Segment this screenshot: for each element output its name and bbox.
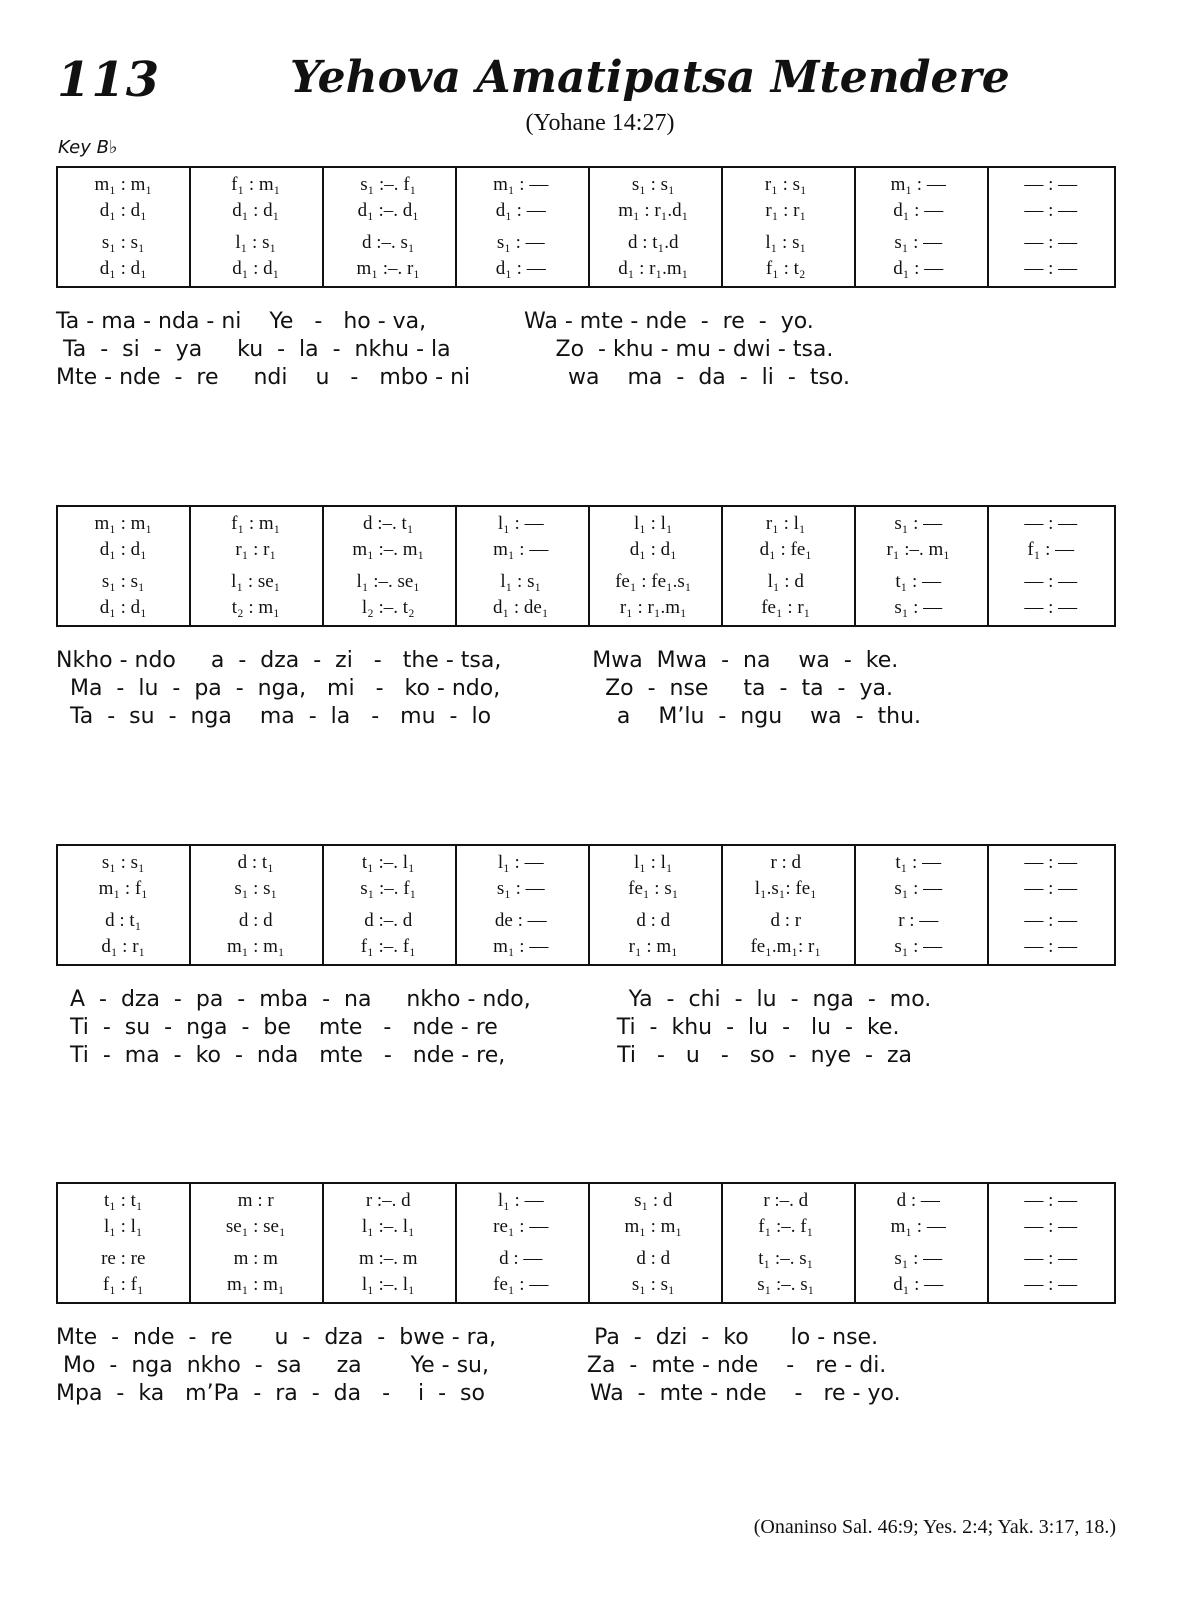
note-cell: s₁ :–. f₁	[360, 878, 417, 899]
bar-line	[186, 507, 194, 625]
music-staff	[56, 505, 1116, 627]
note-cell: — : —	[1024, 200, 1078, 221]
note-cell: s₁ : s₁	[101, 232, 145, 253]
note-cell: t₁ :–. s₁	[758, 1248, 814, 1269]
hymn-number: 113	[57, 52, 161, 108]
lyrics-block	[56, 308, 936, 392]
note-cell: r₁ : r₁	[765, 200, 807, 221]
note-cell: d₁ : d₁	[232, 200, 280, 221]
note-cell: d :–. t₁	[363, 513, 414, 534]
note-cell: f₁ : t₂	[765, 258, 806, 279]
note-cell: s₁ : —	[894, 513, 943, 534]
note-cell: s₁ : —	[894, 232, 943, 253]
note-cell: l₁ : s₁	[500, 571, 542, 592]
note-cell: r :–. d	[365, 1190, 411, 1211]
note-cell: d₁ : —	[893, 258, 944, 279]
bar-line	[585, 1184, 593, 1302]
note-cell: l₁ : se₁	[231, 571, 281, 592]
note-cell: s₁ : s₁	[631, 174, 675, 195]
note-cell: m :–. m	[358, 1248, 418, 1269]
note-cell: d₁ : d₁	[232, 258, 280, 279]
note-cell: d₁ : d₁	[99, 597, 147, 618]
note-cell: d₁ : —	[893, 200, 944, 221]
note-cell: — : —	[1024, 852, 1078, 873]
note-cell: s₁ : s₁	[234, 878, 278, 899]
note-cell: l₁ : —	[497, 513, 544, 534]
note-cell: m₁ : —	[890, 174, 946, 195]
note-cell: d :–. d	[364, 910, 413, 931]
note-cell: re₁ : —	[493, 1216, 549, 1237]
note-cell: d₁ : r₁.m₁	[618, 258, 689, 279]
lyric-line: Mte - nde - re ndi u - mbo - ni wa ma - da - li - tso.	[56, 365, 850, 390]
bar-line	[319, 507, 327, 625]
note-cell: l₂ :–. t₂	[361, 597, 415, 618]
note-cell: fe₁ : —	[493, 1274, 549, 1295]
bar-line	[452, 1184, 460, 1302]
note-cell: t₁ : —	[895, 852, 942, 873]
note-cell: m₁ : m₁	[624, 1216, 683, 1237]
note-cell: m₁ : m₁	[94, 513, 153, 534]
note-cell: d₁ : de₁	[493, 597, 549, 618]
note-cell: f₁ : m₁	[231, 174, 281, 195]
note-cell: m₁ : m₁	[226, 936, 285, 957]
note-cell: d : t₁.d	[628, 232, 679, 253]
note-cell: — : —	[1024, 1190, 1078, 1211]
note-cell: r₁ : l₁	[765, 513, 806, 534]
note-cell: t₁ :–. l₁	[361, 852, 415, 873]
note-cell: m₁ : f₁	[98, 878, 148, 899]
note-cell: r₁ : r₁.m₁	[619, 597, 687, 618]
note-cell: s₁ : —	[496, 232, 545, 253]
note-cell: s₁ :–. f₁	[360, 174, 417, 195]
note-cell: s₁ : —	[894, 936, 943, 957]
note-cell: s₁ : —	[894, 1248, 943, 1269]
note-cell: m₁ : m₁	[94, 174, 153, 195]
note-cell: l₁ : l₁	[103, 1216, 143, 1237]
note-cell: — : —	[1024, 1248, 1078, 1269]
note-cell: f₁ :–. f₁	[758, 1216, 814, 1237]
note-cell: d₁ : d₁	[99, 258, 147, 279]
note-cell: m₁ : —	[493, 174, 549, 195]
lyric-line: A - dza - pa - mba - na nkho - ndo, Ya - chi - lu - nga - mo.	[56, 987, 932, 1012]
note-cell: — : —	[1024, 878, 1078, 899]
note-cell: s₁ : d	[634, 1190, 673, 1211]
music-staff	[56, 166, 1116, 288]
note-cell: — : —	[1024, 910, 1078, 931]
note-cell: m₁ : —	[493, 936, 549, 957]
note-cell: — : —	[1024, 174, 1078, 195]
note-cell: fe₁ : fe₁.s₁	[615, 571, 692, 592]
note-cell: s₁ : —	[496, 878, 545, 899]
note-cell: l₁ :–. se₁	[356, 571, 420, 592]
bar-line	[851, 846, 859, 964]
note-cell: m₁ : —	[493, 539, 549, 560]
note-cell: l₁ : —	[497, 1190, 544, 1211]
bar-line	[319, 846, 327, 964]
note-cell: r :–. d	[763, 1190, 809, 1211]
note-cell: d :–. s₁	[361, 232, 415, 253]
lyric-line: Ta - si - ya ku - la - nkhu - la Zo - khu - mu - dwi - tsa.	[56, 337, 834, 362]
bar-line	[718, 1184, 726, 1302]
note-cell: d : —	[896, 1190, 940, 1211]
note-cell: m₁ :–. r₁	[356, 258, 420, 279]
lyric-line: Ta - ma - nda - ni Ye - ho - va, Wa - mte - nde - re - yo.	[56, 309, 814, 334]
note-cell: l₁ : d	[767, 571, 804, 592]
note-cell: fe₁.m₁: r₁	[750, 936, 822, 957]
note-cell: m₁ : —	[890, 1216, 946, 1237]
footer-reference: (Onaninso Sal. 46:9; Yes. 2:4; Yak. 3:17, 18.)	[753, 1516, 1116, 1538]
note-cell: m₁ : r₁.d₁	[618, 200, 689, 221]
bar-line	[452, 507, 460, 625]
note-cell: fe₁ : s₁	[628, 878, 679, 899]
note-cell: de : —	[494, 910, 547, 931]
lyrics-block	[56, 647, 936, 731]
bar-line	[718, 168, 726, 286]
note-cell: r : —	[898, 910, 939, 931]
bar-line	[452, 168, 460, 286]
note-cell: s₁ : —	[894, 597, 943, 618]
note-cell: s₁ : s₁	[631, 1274, 675, 1295]
note-cell: s₁ : s₁	[101, 852, 145, 873]
note-cell: m₁ :–. m₁	[352, 539, 425, 560]
note-cell: — : —	[1024, 1274, 1078, 1295]
key-signature: Key B♭	[58, 137, 118, 158]
note-cell: s₁ : s₁	[101, 571, 145, 592]
note-cell: m₁ : m₁	[226, 1274, 285, 1295]
lyric-line: Ti - su - nga - be mte - nde - re Ti - khu - lu - lu - ke.	[56, 1015, 900, 1040]
bar-line	[851, 1184, 859, 1302]
note-cell: d₁ : d₁	[629, 539, 677, 560]
note-cell: — : —	[1024, 513, 1078, 534]
note-cell: l₁ : s₁	[765, 232, 807, 253]
note-cell: f₁ : m₁	[231, 513, 281, 534]
note-cell: — : —	[1024, 571, 1078, 592]
note-cell: m : r	[237, 1190, 274, 1211]
note-cell: d₁ : d₁	[99, 200, 147, 221]
note-cell: t₂ : m₁	[231, 597, 280, 618]
note-cell: r₁ : s₁	[764, 174, 807, 195]
lyrics-block	[56, 1324, 936, 1408]
lyric-line: Mpa - ka m’Pa - ra - da - i - so Wa - mte - nde - re - yo.	[56, 1381, 901, 1406]
note-cell: d₁ : fe₁	[759, 539, 812, 560]
note-cell: s₁ : —	[894, 878, 943, 899]
bar-line	[851, 507, 859, 625]
note-cell: — : —	[1024, 936, 1078, 957]
music-staff	[56, 1182, 1116, 1304]
bar-line	[585, 507, 593, 625]
note-cell: — : —	[1024, 1216, 1078, 1237]
lyric-line: Mo - nga nkho - sa za Ye - su, Za - mte - nde - re - di.	[56, 1353, 887, 1378]
bar-line	[585, 846, 593, 964]
note-cell: l₁.s₁: fe₁	[754, 878, 817, 899]
bar-line	[851, 168, 859, 286]
note-cell: l₁ : —	[497, 852, 544, 873]
note-cell: l₁ :–. l₁	[361, 1216, 415, 1237]
bar-line	[718, 507, 726, 625]
lyric-line: Ti - ma - ko - nda mte - nde - re, Ti - u - so - nye - za	[56, 1043, 913, 1068]
note-cell: d : r	[770, 910, 802, 931]
note-cell: fe₁ : r₁	[761, 597, 811, 618]
note-cell: — : —	[1024, 258, 1078, 279]
bar-line	[186, 1184, 194, 1302]
note-cell: f₁ : f₁	[102, 1274, 144, 1295]
lyric-line: Nkho - ndo a - dza - zi - the - tsa, Mwa Mwa - na wa - ke.	[56, 648, 899, 673]
bar-line	[319, 168, 327, 286]
note-cell: d : t₁	[105, 910, 142, 931]
note-cell: r : d	[770, 852, 802, 873]
lyric-line: Ma - lu - pa - nga, mi - ko - ndo, Zo - nse ta - ta - ya.	[56, 676, 893, 701]
note-cell: se₁ : se₁	[225, 1216, 286, 1237]
lyric-line: Mte - nde - re u - dza - bwe - ra, Pa - dzi - ko lo - nse.	[56, 1325, 879, 1350]
note-cell: — : —	[1024, 232, 1078, 253]
note-cell: l₁ : l₁	[633, 852, 673, 873]
note-cell: f₁ : —	[1027, 539, 1075, 560]
note-cell: d : d	[238, 910, 273, 931]
scripture-reference: (Yohane 14:27)	[525, 110, 675, 136]
note-cell: d₁ : —	[495, 258, 546, 279]
note-cell: l₁ : s₁	[235, 232, 277, 253]
note-cell: f₁ :–. f₁	[360, 936, 416, 957]
bar-line	[319, 1184, 327, 1302]
bar-line	[186, 168, 194, 286]
note-cell: t₁ : t₁	[103, 1190, 143, 1211]
lyrics-block	[56, 986, 936, 1070]
note-cell: d₁ : —	[893, 1274, 944, 1295]
note-cell: r₁ : m₁	[628, 936, 678, 957]
bar-line	[585, 168, 593, 286]
note-cell: m : m	[233, 1248, 278, 1269]
note-cell: r₁ :–. m₁	[886, 539, 950, 560]
note-cell: s₁ :–. s₁	[757, 1274, 815, 1295]
note-cell: d : d	[636, 1248, 671, 1269]
bar-line	[186, 846, 194, 964]
bar-line	[452, 846, 460, 964]
note-cell: r₁ : r₁	[235, 539, 277, 560]
note-cell: d₁ : —	[495, 200, 546, 221]
note-cell: d₁ : d₁	[99, 539, 147, 560]
note-cell: d₁ : r₁	[101, 936, 146, 957]
lyric-line: Ta - su - nga ma - la - mu - lo a M’lu - ngu wa - thu.	[56, 704, 922, 729]
music-staff	[56, 844, 1116, 966]
note-cell: d : t₁	[237, 852, 274, 873]
note-cell: d₁ :–. d₁	[357, 200, 419, 221]
note-cell: re : re	[101, 1248, 146, 1269]
note-cell: — : —	[1024, 597, 1078, 618]
bar-line	[718, 846, 726, 964]
note-cell: d : —	[499, 1248, 543, 1269]
note-cell: l₁ : l₁	[633, 513, 673, 534]
hymn-title: Yehova Amatipatsa Mtendere	[290, 52, 1010, 103]
note-cell: d : d	[636, 910, 671, 931]
note-cell: l₁ :–. l₁	[361, 1274, 415, 1295]
note-cell: t₁ : —	[895, 571, 942, 592]
